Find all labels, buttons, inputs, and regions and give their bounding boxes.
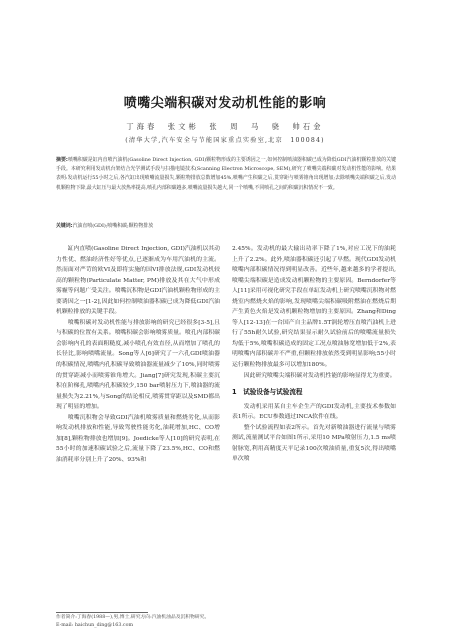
footnote-email: E-mail: haichun_ding@163.com bbox=[56, 623, 134, 629]
section-heading-1: 1 试验设备与试验流程 bbox=[232, 388, 303, 397]
right-paragraph-3: 发动机采用某自主车企生产的GDI发动机,主要技术参数如表1所示。ECU参数通过INCA软件在线。 bbox=[232, 403, 396, 421]
right-column bbox=[232, 244, 396, 465]
keywords-label: 关键词: bbox=[56, 223, 73, 229]
left-column bbox=[56, 244, 220, 465]
footnote-divider bbox=[56, 612, 148, 613]
author-list: 丁海春 张文彬 张 周 马 骁 帅石金 bbox=[126, 122, 324, 131]
footnote bbox=[56, 614, 396, 630]
right-paragraph-1: 2.45%。发动机的最大输出功率下降了1%,对应工况下的油耗上升了2.2%。此外,喷油器积碳还引起了早燃。现代GDI发动机喷嘴内部积碳情况得到明显改善。近些年,越来越多的学者提出,喷嘴尖端积碳是造成发动机颗粒物的主要原因。Berndorfer等人[11]采用可视化研究手段在单缸发动机上研究喷嘴沉积物对燃烧室内燃烧火焰的影响,发现喷嘴尖端积碳吸附燃油在燃烧后期产生黄色火焰是发动机颗粒物增加的主要原因。Zhang和Ding等人[12-13]在一台国产自主品牌1.5T涡轮增压直喷汽油机上进行了55h耐久试验,研究结果显示耐久试验前后的喷嘴流量损失均低于5%,喷嘴积碳造成的固定工况点喷油脉宽增加低于2%,表明喷嘴内部积碳并不严重,但颗粒排放依然受到明显影响;55小时运行颗粒物排放最多可以增加180%。 bbox=[232, 246, 396, 369]
abstract-label: 摘要: bbox=[56, 157, 68, 163]
footnote-author-info: 作者简介:丁海春(1988—),男,博士,研究方向:汽油机油品及沉积物研究。 bbox=[56, 615, 210, 620]
left-paragraph-2: 喷嘴积碳对发动机性能与排放影响的研究已经很多[3-5],且与积碳的位置有关系。喷嘴积碳会影响喷雾质量。喷孔内部积碳会影响内孔的表面粗糙度,减小喷孔有效直径,从而增加了喷孔的长径比,影响喷嘴流量。Song等人[6]研究了一六孔GDI喷油器的积碳情况,喷嘴内孔积碳导致喷油器流量减少了10%,同时喷雾的贯穿距减小而喷雾锥角增大。Jiang[7]研究发现,积碳主要沉积在阶梯孔,喷嘴内孔积碳较少,150 bar喷射压力下,喷油器的流量损失为2.21%,与Song的结论相反,喷雾贯穿距以及SMD都出现了明显的增加。 bbox=[56, 319, 220, 411]
right-paragraph-2: 因此研究喷嘴尖端积碳对发动机性能的影响显得尤为重要。 bbox=[243, 372, 396, 379]
right-paragraph-4: 整个试验流程如表2所示。首先对新喷油器进行流量与喷雾测试,流量测试平台如图1所示,采用10 MPa喷射压力,1.5 ms喷射脉宽,利用高精度天平记录100次喷油质量,重复5次,得出喷嘴单次喷 bbox=[232, 424, 396, 463]
affiliation: (清华大学,汽车安全与节能国家重点实验室,北京 100084) bbox=[125, 137, 325, 144]
paper-title: 喷嘴尖端积碳对发动机性能的影响 bbox=[123, 96, 327, 111]
keywords-text: 汽油直喷(GDI);喷嘴积碳;颗粒物排放 bbox=[72, 223, 154, 229]
left-paragraph-3: 喷嘴沉积物会导致GDI汽油机喷雾质量和燃烧劣化,从而影响发动机排放和性能,导致驾驶性能劣化,油耗增加,HC、CO增加[8],颗粒物排放也增加[9]。Joedicke等人[10]的研究表明,在55小时的加速积碳试验之后,流量下降了23.5%,HC、CO和燃油消耗率分别上升了20%、93%和 bbox=[56, 414, 220, 463]
left-paragraph-1: 缸内直喷(Gasoline Direct Injection, GDI)汽油机以其动力性优、燃油经济性好等优点,已逐渐成为车用汽油机的主流。然而面对严苛的欧VI及即将实施的国VI排放法规,GDI发动机较高的颗粒物(Particulate Matter, PM)排放及其在大气中形成雾霾等问题广受关注。喷嘴沉积物是GDI汽油机颗粒物形成的主要诱因之一[1-2],因此如何控制喷油器积碳已成为降低GDI汽油机颗粒排放的关键手段。 bbox=[56, 246, 220, 316]
abstract-text: 喷嘴积碳是缸内直喷汽油机(Gasoline Direct Injection, GDI)颗粒物形成的主要诱因之一,如何控制喷油器积碳已成为降低GDI汽油机颗粒排放的关键手段。本研究利用发动机台架结合光学测试手段与扫描电镜技术(Scanning Electron Microscope, SEM),研究了喷嘴尖端积碳对发动机性能的影响。结果表明:发动机运行55小时之后,各汽缸出现喷嘴流量损失,颗粒物排放总数增加45%,喷嘴产生积碳之后,贯穿距与喷雾锥角出现增加;去除喷嘴尖端积碳之后,发动机颗粒物下降,最大缸压与最大放热率提高,喷孔内部积碳越多,喷嘴流量损失越大,同一个喷嘴,不同喷孔之间的积碳沉积情况不一致。 bbox=[56, 157, 396, 191]
keywords-block bbox=[56, 222, 396, 231]
abstract-block bbox=[56, 156, 396, 193]
